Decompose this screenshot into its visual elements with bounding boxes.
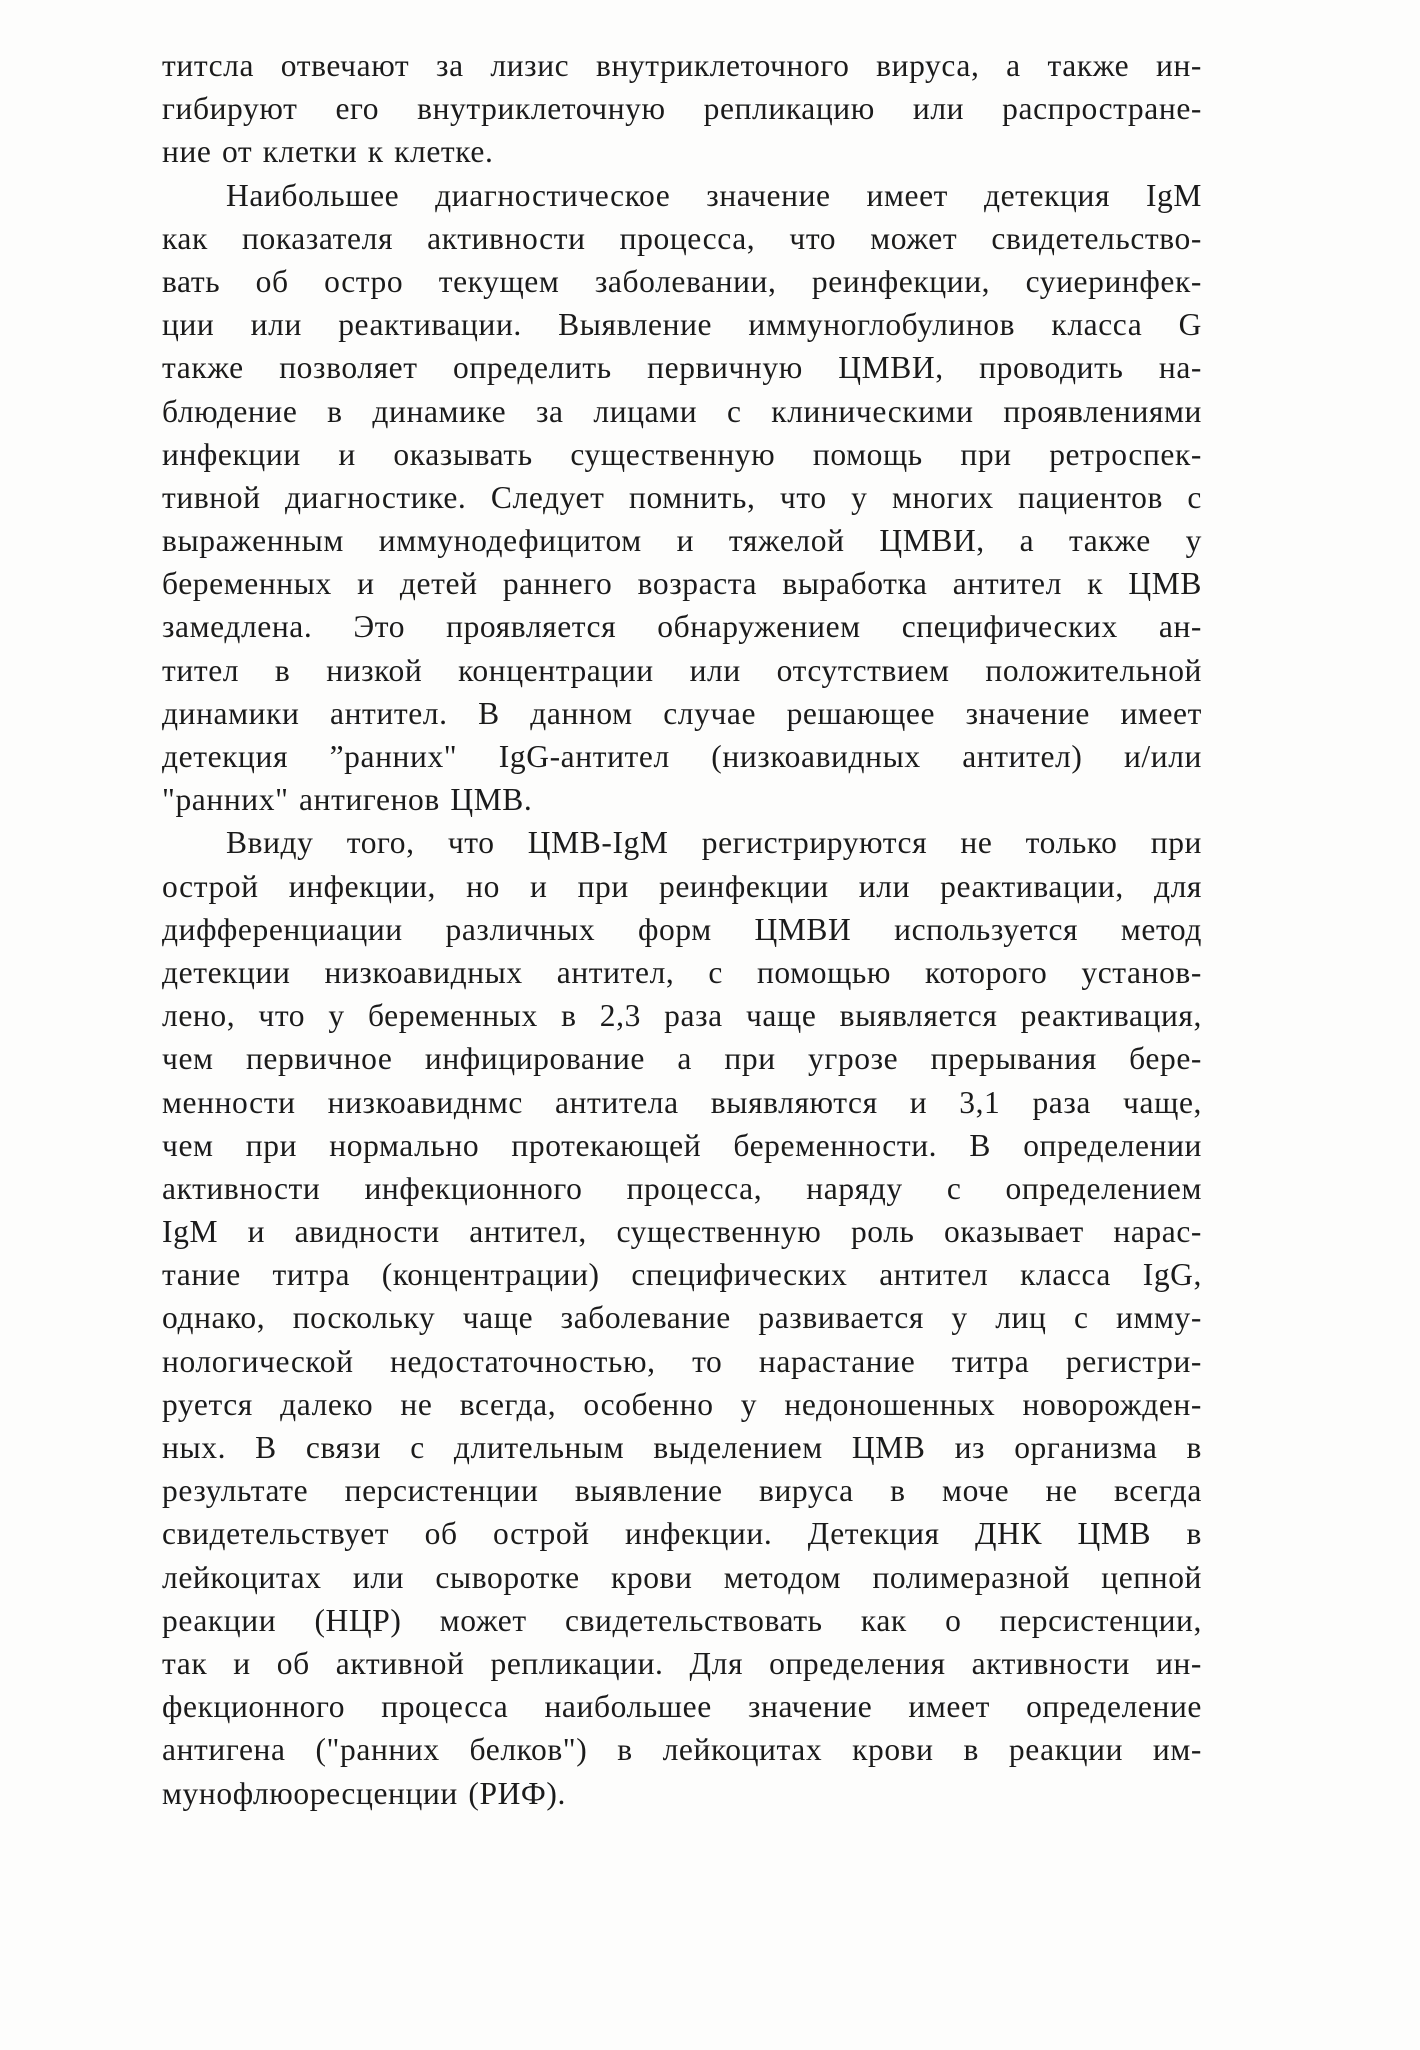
text-line: ции или реактивации. Выявление иммуноглобулинов класса G — [162, 307, 1202, 343]
text-line: ние от клетки к клетке. — [162, 134, 494, 170]
text-line: мунофлюоресценции (РИФ). — [162, 1775, 566, 1811]
paragraph — [162, 821, 1202, 1814]
paragraph — [162, 44, 1202, 174]
text-line: как показателя активности процесса, что может свидетельство- — [162, 220, 1202, 256]
text-line: беременных и детей раннего возраста выработка антител к ЦМВ — [162, 566, 1202, 602]
text-line: лейкоцитах или сыворотке крови методом полимеразной цепной — [162, 1559, 1202, 1595]
text-line: Ввиду того, что ЦМВ-IgM регистрируются не только при — [226, 825, 1202, 861]
text-line: выраженным иммунодефицитом и тяжелой ЦМВИ, а также у — [162, 523, 1202, 559]
text-line: чем первичное инфицирование а при угрозе прерывания бере- — [162, 1041, 1202, 1077]
text-line: блюдение в динамике за лицами с клиническими проявлениями — [162, 393, 1202, 429]
text-line: нологической недостаточностью, то нарастание титра регистри- — [162, 1343, 1202, 1379]
text-line: реакции (НЦР) может свидетельствовать как о персистенции, — [162, 1602, 1202, 1638]
text-line: гибируют его внутриклеточную репликацию или распростране- — [162, 91, 1202, 127]
text-line: фекционного процесса наибольшее значение имеет определение — [162, 1689, 1202, 1725]
text-line: руется далеко не всегда, особенно у недоношенных новорожден- — [162, 1386, 1202, 1422]
text-line: тание титра (концентрации) специфических антител класса IgG, — [162, 1257, 1202, 1293]
text-line: результате персистенции выявление вируса в моче не всегда — [162, 1473, 1202, 1509]
text-line: также позволяет определить первичную ЦМВИ, проводить на- — [162, 350, 1202, 386]
text-line: инфекции и оказывать существенную помощь при ретроспек- — [162, 436, 1202, 472]
text-line: динамики антител. В данном случае решающее значение имеет — [162, 695, 1202, 731]
text-line: так и об активной репликации. Для определения активности ин- — [162, 1645, 1202, 1681]
text-line: активности инфекционного процесса, наряду с определением — [162, 1170, 1202, 1206]
paragraph — [162, 174, 1202, 822]
text-line: детекции низкоавидных антител, с помощью которого установ- — [162, 954, 1202, 990]
text-line: детекция ”ранних" IgG-антител (низкоавидных антител) и/или — [162, 739, 1202, 774]
text-line: титсла отвечают за лизис внутриклеточного вируса, а также ин- — [162, 48, 1202, 83]
text-line: однако, поскольку чаще заболевание развивается у лиц с имму- — [162, 1300, 1202, 1336]
body-text — [162, 44, 1202, 1815]
text-line: чем при нормально протекающей беременности. В определении — [162, 1127, 1202, 1163]
text-line: тивной диагностике. Следует помнить, что у многих пациентов с — [162, 479, 1202, 515]
text-line: вать об остро текущем заболевании, реинфекции, суиеринфек- — [162, 263, 1202, 299]
text-line: IgM и авидности антител, существенную роль оказывает нарас- — [162, 1214, 1202, 1250]
text-line: антигена ("ранних белков") в лейкоцитах крови в реакции им- — [162, 1732, 1202, 1768]
text-line: менности низкоавиднмс антитела выявляются и 3,1 раза чаще, — [162, 1084, 1202, 1120]
text-line: тител в низкой концентрации или отсутствием положительной — [162, 652, 1202, 688]
text-line: острой инфекции, но и при реинфекции или реактивации, для — [162, 868, 1202, 904]
text-line: "ранних" антигенов ЦМВ. — [162, 782, 533, 818]
text-line: свидетельствует об острой инфекции. Детекция ДНК ЦМВ в — [162, 1516, 1202, 1552]
text-line: Наибольшее диагностическое значение имеет детекция IgM — [226, 177, 1202, 213]
text-line: ных. В связи с длительным выделением ЦМВ из организма в — [162, 1430, 1202, 1465]
text-line: лено, что у беременных в 2,3 раза чаще выявляется реактивация, — [162, 998, 1202, 1034]
text-line: замедлена. Это проявляется обнаружением специфических ан- — [162, 609, 1202, 645]
text-line: дифференциации различных форм ЦМВИ используется метод — [162, 911, 1202, 947]
